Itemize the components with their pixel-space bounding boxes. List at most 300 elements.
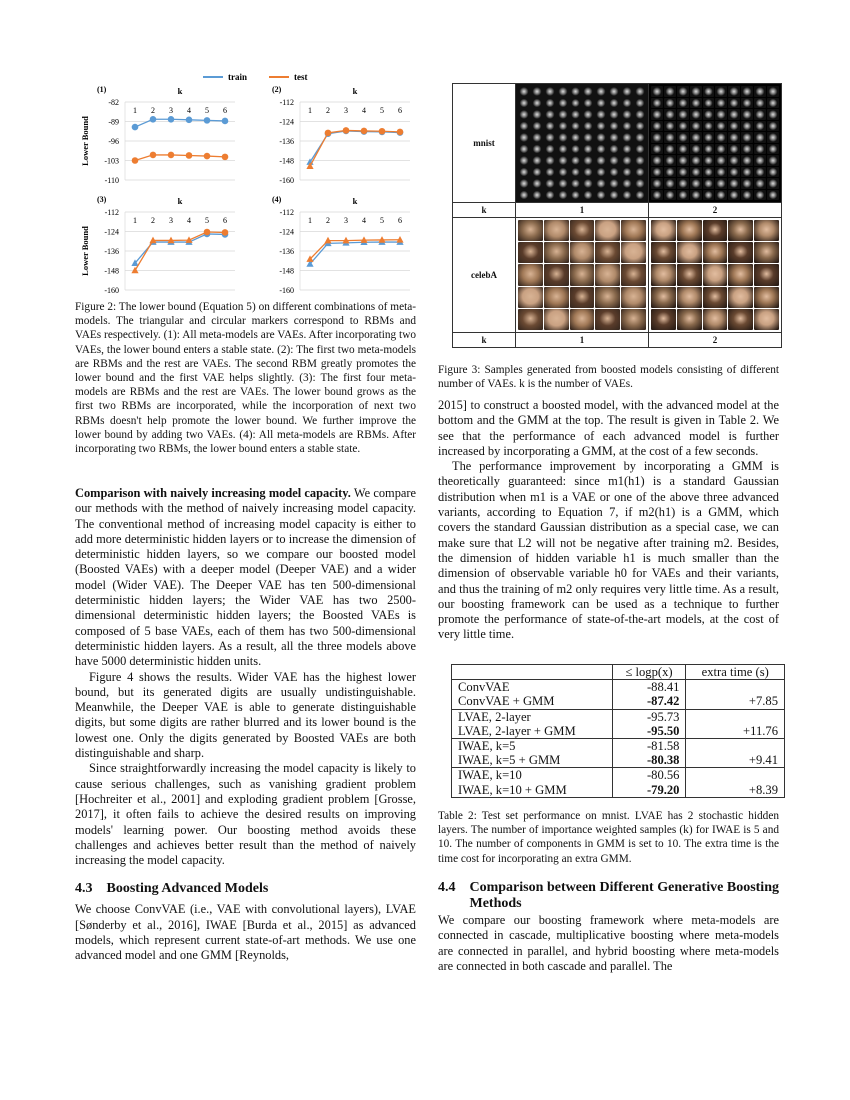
- sample-image: [703, 86, 715, 97]
- paragraph: We compare our boosting framework where meta-models are connected in cascade, multiplicative boosting where meta-models are connected in parallel, and hybrid boosting where meta-models are connected in both cascade and parallel. The: [438, 913, 779, 973]
- sample-image: [595, 144, 607, 155]
- sample-image: [582, 155, 594, 166]
- sample-image: [728, 132, 740, 143]
- sample-image: [664, 155, 676, 166]
- sample-image: [518, 98, 530, 109]
- y-tick-label: -148: [279, 156, 294, 166]
- sample-image: [651, 121, 663, 132]
- table-cell: [686, 768, 785, 783]
- y-tick-label: -89: [108, 117, 119, 127]
- figure-2-caption: Figure 2: The lower bound (Equation 5) on different combinations of meta-models. The triangular and circular markers correspond to RBMs and VAEs respectively. (1): All meta-models are VAEs. After incorporating two VAEs, the lower bound enters a stable state. (2): The first two meta-models are RBMs and the rest are VAEs. The second RBM greatly promotes the lower bound and the first VAE helps slightly. (3): The first four meta-models are RBMs and the rest are VAEs. The lower bound grows as the first two RBMs are incorporated, while the incorporation of next two RBMs doesn't help promote the lower bound. We further improve the lower bound by adding two VAEs. (4): All meta-models are RBMs. After incorporating two RBMs, the lower bound enters a stable state.: [75, 301, 416, 456]
- sample-image: [570, 98, 582, 109]
- y-tick-label: -96: [108, 137, 119, 146]
- x-tick-label: 1: [133, 106, 137, 115]
- table-row: [452, 709, 785, 724]
- table-cell: -80.56: [612, 768, 686, 783]
- sample-image: [595, 132, 607, 143]
- sample-image: [570, 155, 582, 166]
- panel-label: (4): [272, 195, 282, 204]
- chart-panel-2: [272, 85, 410, 185]
- table-cell: +9.41: [686, 753, 785, 768]
- sample-image: [715, 178, 727, 189]
- sample-image: [570, 190, 582, 201]
- sample-image: [677, 144, 689, 155]
- sample-image: [754, 167, 766, 178]
- sample-image: [741, 190, 753, 201]
- table-cell: -87.42: [612, 694, 686, 709]
- sample-image: [595, 167, 607, 178]
- sample-image: [715, 86, 727, 97]
- sample-image: [677, 109, 689, 120]
- k-value: 1: [516, 333, 649, 347]
- sample-image: [595, 86, 607, 97]
- sample-image: [544, 190, 556, 201]
- sample-image: [741, 109, 753, 120]
- panel-label: (1): [97, 85, 107, 94]
- sample-image: [518, 121, 530, 132]
- table-cell: IWAE, k=10: [452, 768, 613, 783]
- data-point-test: [379, 128, 386, 135]
- sample-image: [690, 121, 702, 132]
- sample-image: [570, 121, 582, 132]
- sample-image: [715, 98, 727, 109]
- x-tick-label: 4: [362, 106, 366, 115]
- sample-image: [531, 121, 543, 132]
- sample-image: [557, 98, 569, 109]
- sample-image: [518, 167, 530, 178]
- x-tick-label: 6: [398, 106, 402, 115]
- sample-image: [544, 144, 556, 155]
- sample-image: [608, 121, 620, 132]
- sample-image: [634, 155, 646, 166]
- y-tick-label: -124: [104, 227, 119, 237]
- data-point-test: [343, 127, 350, 134]
- y-tick-label: -82: [108, 98, 119, 107]
- sample-image: [595, 287, 620, 308]
- table-row: [452, 739, 785, 754]
- sample-image: [664, 190, 676, 201]
- section-title: Boosting Advanced Models: [106, 881, 269, 897]
- sample-image: [608, 155, 620, 166]
- x-tick-label: 4: [187, 106, 191, 115]
- table-cell: +11.76: [686, 724, 785, 739]
- k-value: 1: [516, 203, 649, 217]
- sample-image: [518, 109, 530, 120]
- data-point-test: [222, 154, 229, 161]
- sample-image: [518, 155, 530, 166]
- table-row: [452, 753, 785, 768]
- sample-image: [651, 132, 663, 143]
- sample-image: [557, 167, 569, 178]
- sample-image: [634, 109, 646, 120]
- sample-image: [634, 86, 646, 97]
- table-cell: -80.38: [612, 753, 686, 768]
- right-column-body: [438, 398, 779, 643]
- celeba-samples-k1: [516, 218, 649, 332]
- sample-image: [544, 132, 556, 143]
- celeba-samples-k2: [649, 218, 781, 332]
- table-cell: [686, 709, 785, 724]
- sample-image: [557, 144, 569, 155]
- sample-image: [690, 86, 702, 97]
- sample-image: [518, 86, 530, 97]
- sample-image: [677, 242, 702, 263]
- sample-image: [767, 167, 779, 178]
- sample-image: [651, 190, 663, 201]
- sample-image: [608, 190, 620, 201]
- sample-image: [754, 109, 766, 120]
- sample-image: [677, 287, 702, 308]
- column-header: ≤ logp(x): [612, 665, 686, 680]
- y-axis-title: Lower Bound: [80, 226, 90, 276]
- sample-image: [621, 167, 633, 178]
- sample-image: [741, 167, 753, 178]
- sample-image: [621, 264, 646, 285]
- section-number: 4.4: [438, 880, 456, 895]
- sample-image: [767, 132, 779, 143]
- x-tick-label: 4: [362, 216, 366, 225]
- sample-image: [621, 242, 646, 263]
- sample-image: [518, 144, 530, 155]
- sample-image: [677, 309, 702, 330]
- sample-image: [582, 167, 594, 178]
- panel-label: (2): [272, 85, 282, 94]
- sample-image: [664, 121, 676, 132]
- section-number: 4.3: [75, 881, 93, 897]
- x-tick-label: 1: [308, 106, 312, 115]
- table-cell: LVAE, 2-layer + GMM: [452, 724, 613, 739]
- sample-image: [570, 309, 595, 330]
- sample-image: [651, 98, 663, 109]
- data-point-train: [204, 117, 211, 124]
- x-tick-label: 6: [398, 216, 402, 225]
- sample-image: [531, 132, 543, 143]
- sample-image: [557, 109, 569, 120]
- sample-image: [754, 86, 766, 97]
- x-tick-label: 2: [326, 106, 330, 115]
- data-point-test: [325, 130, 332, 137]
- sample-image: [582, 109, 594, 120]
- left-column-body: [75, 486, 416, 964]
- y-tick-label: -112: [104, 208, 119, 217]
- sample-image: [634, 190, 646, 201]
- sample-image: [715, 190, 727, 201]
- sample-image: [703, 190, 715, 201]
- x-tick-label: 1: [308, 216, 312, 225]
- figure-3-samples: [452, 83, 782, 348]
- x-tick-label: 3: [344, 106, 348, 115]
- sample-image: [728, 190, 740, 201]
- sample-image: [741, 144, 753, 155]
- sample-image: [690, 190, 702, 201]
- y-tick-label: -160: [279, 286, 294, 295]
- table-header-row: [452, 665, 785, 680]
- sample-image: [582, 121, 594, 132]
- sample-image: [544, 98, 556, 109]
- sample-image: [664, 132, 676, 143]
- figure-2-charts: [75, 68, 425, 296]
- data-point-train: [186, 117, 193, 124]
- x-tick-label: 5: [380, 216, 384, 225]
- sample-image: [767, 109, 779, 120]
- x-tick-label: 5: [380, 106, 384, 115]
- sample-image: [754, 155, 766, 166]
- sample-image: [754, 132, 766, 143]
- sample-image: [557, 178, 569, 189]
- data-point-test: [186, 152, 193, 159]
- sample-image: [754, 309, 779, 330]
- x-tick-label: 2: [326, 216, 330, 225]
- table-cell: [686, 739, 785, 754]
- sample-image: [728, 86, 740, 97]
- sample-image: [767, 86, 779, 97]
- sample-image: [703, 132, 715, 143]
- x-axis-title: k: [177, 196, 183, 206]
- series-line-test: [135, 155, 225, 161]
- sample-image: [715, 155, 727, 166]
- sample-image: [531, 190, 543, 201]
- sample-image: [595, 309, 620, 330]
- table-row: [452, 783, 785, 798]
- sample-image: [544, 155, 556, 166]
- table-cell: -79.20: [612, 783, 686, 798]
- sample-image: [677, 155, 689, 166]
- sample-image: [634, 178, 646, 189]
- sample-image: [570, 220, 595, 241]
- sample-image: [651, 144, 663, 155]
- sample-image: [621, 98, 633, 109]
- data-point-train: [132, 124, 139, 131]
- sample-image: [690, 167, 702, 178]
- sample-image: [595, 178, 607, 189]
- sample-image: [570, 109, 582, 120]
- sample-image: [767, 144, 779, 155]
- sample-image: [531, 178, 543, 189]
- sample-image: [690, 155, 702, 166]
- section-heading-4-3: [75, 881, 416, 897]
- sample-image: [690, 144, 702, 155]
- sample-image: [703, 220, 728, 241]
- y-tick-label: -112: [279, 98, 294, 107]
- data-point-test: [204, 153, 211, 160]
- sample-image: [544, 167, 556, 178]
- x-tick-label: 1: [133, 216, 137, 225]
- table-cell: ConvVAE: [452, 680, 613, 695]
- paragraph: Figure 4 shows the results. Wider VAE has the highest lower bound, but its generated digits are usually undistinguishable. Meanwhile, the Deeper VAE is able to generate distinguishable digits, but some digits are rather blurred and its lower bound is the lowest one. Only the digits generated by Boosted VAEs are both distinguishable and sharp.: [75, 669, 416, 761]
- sample-image: [767, 98, 779, 109]
- sample-image: [690, 132, 702, 143]
- sample-image: [754, 121, 766, 132]
- sample-image: [621, 190, 633, 201]
- sample-image: [595, 155, 607, 166]
- sample-image: [621, 287, 646, 308]
- sample-image: [728, 109, 740, 120]
- mnist-samples-k2: [649, 84, 781, 202]
- k-value: 2: [712, 335, 718, 345]
- sample-image: [621, 178, 633, 189]
- sample-image: [531, 144, 543, 155]
- sample-image: [570, 287, 595, 308]
- sample-image: [557, 132, 569, 143]
- sample-image: [728, 309, 753, 330]
- sample-image: [518, 287, 543, 308]
- sample-image: [544, 242, 569, 263]
- sample-image: [715, 167, 727, 178]
- sample-image: [767, 155, 779, 166]
- sample-image: [570, 86, 582, 97]
- y-tick-label: -124: [279, 117, 294, 127]
- sample-image: [651, 155, 663, 166]
- sample-image: [557, 121, 569, 132]
- sample-image: [715, 121, 727, 132]
- chart-panel-4: [272, 195, 410, 295]
- legend-test-label: test: [294, 72, 308, 82]
- sample-image: [728, 220, 753, 241]
- sample-image: [608, 86, 620, 97]
- k-label: k: [453, 333, 516, 347]
- sample-image: [544, 121, 556, 132]
- sample-image: [570, 178, 582, 189]
- sample-image: [677, 190, 689, 201]
- x-axis-title: k: [352, 86, 358, 96]
- y-tick-label: -160: [279, 176, 294, 185]
- section-title: Comparison between Different Generative Boosting Methods: [469, 880, 779, 911]
- sample-image: [570, 242, 595, 263]
- chart-panel-1: [80, 85, 235, 185]
- sample-image: [703, 178, 715, 189]
- sample-image: [608, 167, 620, 178]
- sample-image: [595, 109, 607, 120]
- sample-image: [595, 190, 607, 201]
- sample-image: [728, 121, 740, 132]
- x-tick-label: 3: [344, 216, 348, 225]
- sample-image: [754, 178, 766, 189]
- sample-image: [570, 144, 582, 155]
- table-cell: +7.85: [686, 694, 785, 709]
- sample-image: [621, 109, 633, 120]
- y-tick-label: -148: [279, 266, 294, 276]
- data-point-test: [131, 267, 138, 274]
- data-point-test: [397, 129, 404, 136]
- sample-image: [621, 86, 633, 97]
- sample-image: [728, 178, 740, 189]
- table-row: [452, 724, 785, 739]
- sample-image: [677, 121, 689, 132]
- table-cell: IWAE, k=5 + GMM: [452, 753, 613, 768]
- sample-image: [634, 121, 646, 132]
- sample-image: [728, 98, 740, 109]
- sample-image: [703, 242, 728, 263]
- sample-image: [715, 132, 727, 143]
- sample-image: [741, 155, 753, 166]
- chart-panel-3: [80, 195, 235, 295]
- sample-image: [715, 109, 727, 120]
- table-cell: ConvVAE + GMM: [452, 694, 613, 709]
- comparison-heading: Comparison with naively increasing model capacity.: [75, 486, 351, 500]
- sample-image: [754, 220, 779, 241]
- data-point-train: [168, 116, 175, 123]
- sample-image: [582, 98, 594, 109]
- sample-image: [754, 242, 779, 263]
- y-tick-label: -160: [104, 286, 119, 295]
- sample-image: [595, 220, 620, 241]
- y-axis-title: Lower Bound: [80, 116, 90, 166]
- data-point-test: [150, 152, 157, 159]
- sample-image: [570, 264, 595, 285]
- sample-image: [703, 264, 728, 285]
- mnist-samples-k1: [516, 84, 649, 202]
- sample-image: [557, 155, 569, 166]
- sample-image: [582, 190, 594, 201]
- sample-image: [754, 264, 779, 285]
- paragraph: 2015] to construct a boosted model, with the advanced model at the bottom and the GMM at the top. The result is given in Table 2. We see that the performance of each advanced model is further increased by incorporating a GMM, at the cost of a few seconds.: [438, 398, 779, 458]
- paragraph: The performance improvement by incorporating a GMM is theoretically guaranteed: since m1(h1) is a standard Gaussian distribution when m1 is a VAE or one of the above three advanced variants, according to Equation 7, if m2(h1) is a GMM, which covers the standard Gaussian distribution as a special case, we can make sure that L2 will not be negative after training m2. Besides, the dimension of hidden variable h1 is much smaller than the dimension of observable variable h0 for VAEs and their variants, and thus the training of m2 only requires very little time. As a result, our boosting framework can be used as a technique to further promote the performance of state-of-the-art models, at the cost of very little time.: [438, 459, 779, 642]
- table-cell: LVAE, 2-layer: [452, 709, 613, 724]
- sample-image: [754, 190, 766, 201]
- sample-image: [677, 178, 689, 189]
- sample-image: [651, 167, 663, 178]
- sample-image: [531, 98, 543, 109]
- sample-image: [703, 144, 715, 155]
- y-tick-label: -148: [104, 266, 119, 276]
- sample-image: [518, 220, 543, 241]
- sample-image: [690, 98, 702, 109]
- y-tick-label: -136: [279, 247, 294, 256]
- row-label-celeba: celebA: [453, 218, 516, 332]
- legend-train-label: train: [228, 72, 247, 82]
- sample-image: [741, 121, 753, 132]
- sample-image: [544, 309, 569, 330]
- sample-image: [767, 121, 779, 132]
- y-tick-label: -136: [104, 247, 119, 256]
- series-line-train: [135, 119, 225, 127]
- sample-image: [728, 144, 740, 155]
- y-tick-label: -112: [279, 208, 294, 217]
- data-point-train: [222, 118, 229, 125]
- sample-image: [634, 98, 646, 109]
- y-tick-label: -103: [104, 156, 119, 166]
- panel-label: (3): [97, 195, 107, 204]
- sample-image: [621, 144, 633, 155]
- sample-image: [544, 178, 556, 189]
- figure-3-caption: Figure 3: Samples generated from boosted models consisting of different number of VAEs. k is the number of VAEs.: [438, 364, 779, 391]
- sample-image: [634, 144, 646, 155]
- sample-image: [677, 98, 689, 109]
- k-value: 2: [712, 205, 718, 215]
- sample-image: [557, 190, 569, 201]
- y-tick-label: -124: [279, 227, 294, 237]
- sample-image: [703, 167, 715, 178]
- sample-image: [651, 178, 663, 189]
- x-tick-label: 2: [151, 106, 155, 115]
- sample-image: [621, 309, 646, 330]
- sample-image: [703, 121, 715, 132]
- data-point-test: [222, 229, 229, 236]
- sample-image: [728, 242, 753, 263]
- sample-image: [703, 98, 715, 109]
- sample-image: [518, 190, 530, 201]
- x-axis-title: k: [352, 196, 358, 206]
- sample-image: [595, 242, 620, 263]
- sample-image: [677, 220, 702, 241]
- table-row: [452, 768, 785, 783]
- table-cell: +8.39: [686, 783, 785, 798]
- sample-image: [690, 178, 702, 189]
- sample-image: [664, 109, 676, 120]
- x-tick-label: 4: [187, 216, 191, 225]
- table-row: [452, 680, 785, 695]
- sample-image: [651, 242, 676, 263]
